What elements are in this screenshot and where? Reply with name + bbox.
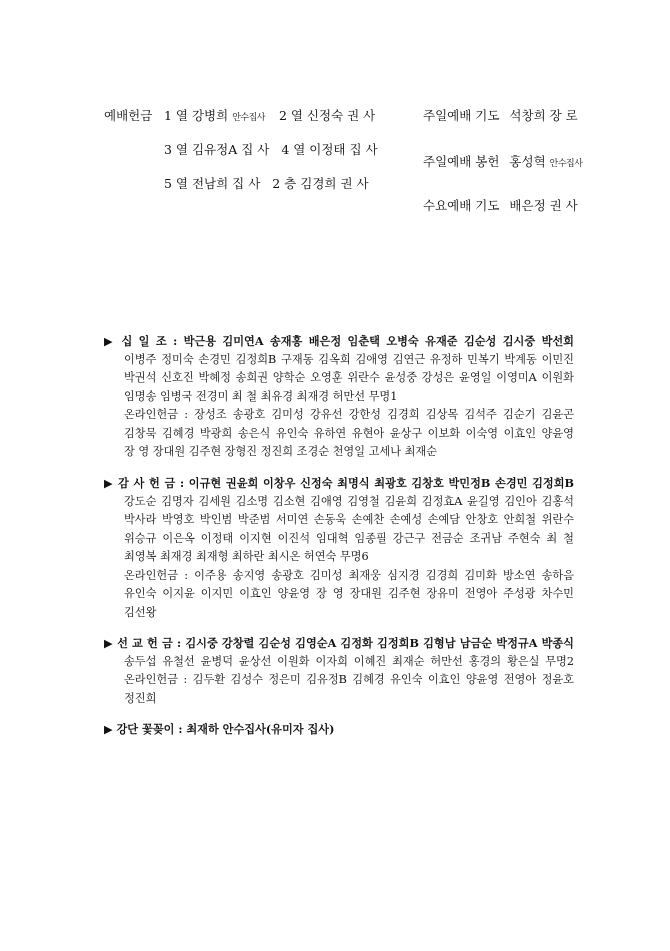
offering-label: 예배헌금 (104, 108, 153, 123)
tithe-line: 임명송 임병국 전경미 최 철 최유경 최재경 허만선 무명1 (124, 389, 398, 403)
offering-row-2 (164, 140, 378, 158)
offering-row-2-b: 4 열 이정태 집 사 (281, 142, 378, 157)
thanks-line: ▶ 감 사 헌 금 : 이규현 권윤희 이창우 신정숙 최명식 최광호 김창호 박민정B 손경민 김정희B (104, 476, 574, 490)
section-tithe (104, 332, 574, 462)
offering-row-2-a: 3 열 김유정A 집 사 (164, 142, 270, 157)
prayer-offering-title: 안수집사 (549, 159, 583, 169)
section-mission (104, 634, 574, 708)
thanks-online-line: 온라인헌금 : 이주용 송지영 송광호 김미성 최재웅 심지경 김경희 김미화 방소연 송하음 (124, 568, 574, 582)
thanks-line: 박사라 박영호 박인범 박준범 서미연 손동욱 손예찬 손예성 손예담 안창호 안희철 위란수 (124, 513, 574, 526)
prayer-offering-name: 홍성혁 (509, 154, 546, 169)
prayer-offering-label: 주일예배 봉헌 (423, 154, 500, 169)
offering-row-1-title: 안수집사 (232, 113, 265, 123)
thanks-online-line: 김선왕 (124, 605, 157, 619)
offering-row-3-a: 5 열 전남희 집 사 (164, 176, 261, 191)
mission-line: 송두섭 유철선 윤병덕 윤상선 이원화 이자희 이혜진 최재순 허만선 홍경의 황은실 무명2 (124, 654, 574, 668)
mission-online-line: 온라인헌금 : 김두환 김성수 정은미 김유정B 김혜경 유인숙 이효인 양윤영 전영아 정윤호 (124, 673, 574, 686)
tithe-line: 이병주 정미숙 손경민 김정희B 구재동 김옥희 김애영 김연근 유정하 민복기 박계동 이민진 (124, 352, 574, 366)
tithe-online-line: 김창묵 김혜경 박광희 송은식 유인숙 유하연 유현아 윤상구 이보화 이숙영 이효인 양윤영 (124, 426, 574, 440)
mission-online-line: 정진희 (124, 691, 157, 705)
thanks-line: 최영복 최재경 최재형 최하란 최시온 허연숙 무명6 (124, 550, 369, 563)
prayer-offering (423, 152, 582, 170)
thanks-online-line: 유인숙 이지윤 이지민 이효인 양윤영 장 영 장대원 김주현 장유미 전영아 주성광 차수민 (124, 587, 574, 600)
tithe-line: 박권석 신호진 박혜정 송희권 양학순 오영훈 위란수 윤성중 강성은 윤영일 이영미A 이원화 (124, 371, 574, 384)
tithe-online-line: 장 영 장대원 김주현 장형진 정진희 조경순 천영일 고세나 최재순 (124, 445, 437, 458)
offering-row-3 (164, 174, 369, 192)
section-flowers (104, 720, 574, 739)
section-thanksgiving (104, 474, 574, 622)
offering-row-3-b: 2 층 김경희 권 사 (272, 176, 369, 191)
offering-row-1-b: 2 열 신정숙 권 사 (278, 108, 376, 123)
tithe-line: ▶ 십 일 조 : 박근용 김미연A 송재홍 배은정 임춘택 오병숙 유재준 김순성 김시중 박선희 (104, 334, 574, 348)
prayer-sunday-label: 주일예배 기도 (423, 108, 500, 123)
prayer-wednesday-name: 배은정 권 사 (509, 198, 578, 213)
prayer-wednesday (423, 196, 578, 214)
thanks-line: 강도순 김명자 김세원 김소명 김소현 김애영 김영철 김윤희 김정효A 윤길영 김인아 김홍석 (124, 494, 574, 508)
flowers-line: ▶ 강단 꽃꽂이 : 최재하 안수집사(유미자 집사) (104, 722, 335, 736)
prayer-sunday-name: 석창희 장 로 (509, 108, 578, 123)
tithe-online-line: 온라인헌금 : 장성조 송광호 김미성 강유선 강한성 김경희 김상목 김석주 김순기 김윤곤 (124, 408, 574, 421)
offering-row-1-a: 1 열 강병희 (164, 108, 229, 123)
thanks-line: 위승규 이은옥 이정태 이지현 이진석 임대혁 임종필 강근구 전금순 조귀남 주현숙 최 철 (124, 531, 574, 545)
prayer-wednesday-label: 수요예배 기도 (423, 198, 500, 213)
prayer-sunday (423, 106, 578, 124)
mission-line: ▶ 선 교 헌 금 : 김시중 강창렬 김순성 김영순A 김정화 김정희B 김형남 남금순 박정규A 박종식 (104, 636, 574, 650)
offering-row-1 (164, 106, 375, 124)
